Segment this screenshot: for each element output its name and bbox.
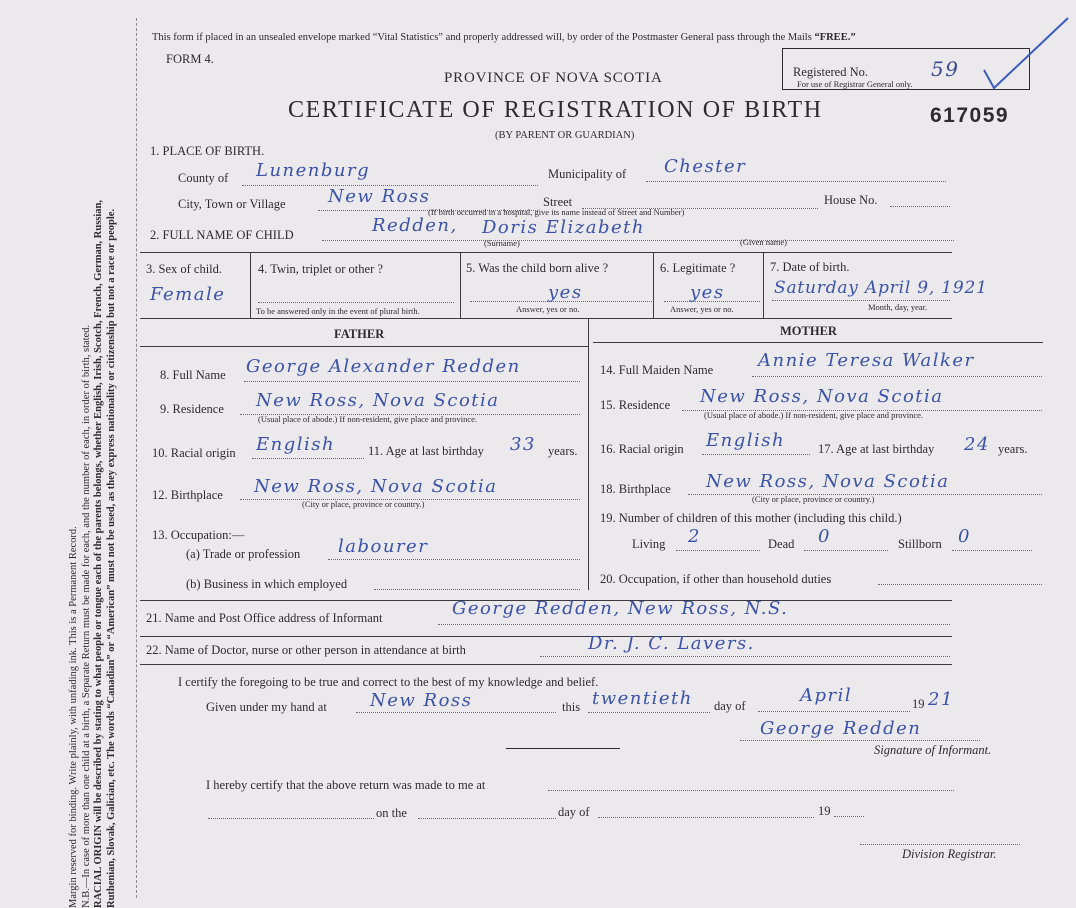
year-prefix: 19 <box>912 697 925 711</box>
division-registrar-label: Division Registrar. <box>902 847 997 861</box>
alive-note: Answer, yes or no. <box>516 304 580 314</box>
municipality-line <box>646 181 946 182</box>
registrar-day-of: day of <box>558 805 590 819</box>
registrar-signature-line <box>860 844 1020 845</box>
house-no-line <box>890 206 950 207</box>
registered-number: 59 <box>931 57 960 81</box>
certificate-title: CERTIFICATE OF REGISTRATION OF BIRTH <box>288 97 823 123</box>
mother-race-label: 16. Racial origin <box>600 442 684 456</box>
father-business-label: (b) Business in which employed <box>186 577 348 591</box>
father-age-value: 33 <box>510 434 536 455</box>
given-under-label: Given under my hand at <box>206 700 327 714</box>
surname-note: (Surname) <box>484 238 520 248</box>
registrar-on-the: on the <box>376 806 407 820</box>
date-of-birth-label: 7. Date of birth. <box>770 260 850 274</box>
signature-short-rule <box>506 748 620 749</box>
given-name-note: (Given name) <box>740 237 787 247</box>
city-label: City, Town or Village <box>178 197 286 211</box>
postal-note-free: “FREE.” <box>814 32 856 43</box>
living-label: Living <box>632 537 666 551</box>
father-name-label: 8. Full Name <box>160 368 226 382</box>
legitimate-label: 6. Legitimate ? <box>660 261 736 275</box>
margin-line-4: Ruthenian, Slovak, Galician, etc. The words “Canadian” or “American” must not be used, as they express nationality or citizenship but not a race or people. <box>105 208 117 908</box>
informant-label: 21. Name and Post Office address of Informant <box>146 611 383 625</box>
postal-note-text: This form if placed in an unsealed envelope marked “Vital Statistics” and properly addressed will, by order of the Postmaster General pass through the Mails <box>152 32 812 43</box>
living-line <box>676 550 760 551</box>
legitimate-note: Answer, yes or no. <box>670 304 734 314</box>
mother-name-label: 14. Full Maiden Name <box>600 363 714 377</box>
mother-age-value: 24 <box>964 434 990 455</box>
father-name-value: George Alexander Redden <box>246 356 521 377</box>
mother-residence-label: 15. Residence <box>600 398 671 412</box>
father-heading: FATHER <box>334 327 385 341</box>
municipality-label: Municipality of <box>548 167 627 181</box>
year-value: 21 <box>928 689 954 710</box>
mother-race-line <box>702 454 810 455</box>
registrar-day-line <box>418 818 556 819</box>
street-label: Street <box>543 195 573 209</box>
margin-line-3: RACIAL ORIGIN will be described by stating to what people or tongue each of the parents belongs, whether English, Irish, Scotch, French, German, Russian, <box>93 199 104 908</box>
father-residence-value: New Ross, Nova Scotia <box>256 390 500 411</box>
mother-race-value: English <box>706 430 786 451</box>
father-name-line <box>244 381 580 382</box>
stillborn-value: 0 <box>958 526 971 547</box>
informant-rule <box>140 636 952 637</box>
mother-name-value: Annie Teresa Walker <box>758 350 975 371</box>
doctor-value: Dr. J. C. Lavers. <box>588 633 755 654</box>
hospital-note: (If birth occurred in a hospital, give its name instead of Street and Number) <box>428 207 685 217</box>
margin-instructions <box>68 0 138 908</box>
mother-heading-rule <box>593 342 1043 343</box>
father-birthplace-note: (City or place, province or country.) <box>302 499 425 509</box>
father-birthplace-value: New Ross, Nova Scotia <box>254 476 498 497</box>
form-number: FORM 4. <box>166 52 214 66</box>
margin-divider <box>136 18 137 898</box>
father-race-label: 10. Racial origin <box>152 446 236 460</box>
living-value: 2 <box>688 526 701 547</box>
child-given-name: Doris Elizabeth <box>482 217 645 238</box>
parents-divider <box>588 318 589 590</box>
informant-value: George Redden, New Ross, N.S. <box>452 598 789 619</box>
date-of-birth-note: Month, day, year. <box>868 302 928 312</box>
father-age-label: 11. Age at last birthday <box>368 444 484 458</box>
city-value: New Ross <box>328 186 431 207</box>
given-place-line <box>356 712 556 713</box>
date-of-birth-line <box>772 300 950 301</box>
registrar-place-line-2 <box>208 818 374 819</box>
father-race-value: English <box>256 434 336 455</box>
stillborn-line <box>952 550 1032 551</box>
twin-note: To be answered only in the event of plural birth. <box>256 306 420 316</box>
mother-birthplace-note: (City or place, province or country.) <box>752 494 875 504</box>
mother-heading: MOTHER <box>780 324 837 338</box>
mother-occupation-label: 20. Occupation, if other than household duties <box>600 572 832 586</box>
twin-line <box>258 302 454 303</box>
certify-text: I certify the foregoing to be true and correct to the best of my knowledge and belief. <box>178 675 599 689</box>
father-birthplace-label: 12. Birthplace <box>152 488 223 502</box>
sex-value: Female <box>150 284 226 305</box>
county-label: County of <box>178 171 229 185</box>
doctor-rule <box>140 664 952 665</box>
mother-age-unit: years. <box>998 442 1028 456</box>
postal-note <box>152 32 856 43</box>
given-day-line <box>588 712 710 713</box>
county-value: Lunenburg <box>256 160 371 181</box>
father-occupation-label: 13. Occupation:— <box>152 528 245 542</box>
this-label: this <box>562 700 581 714</box>
father-age-unit: years. <box>548 444 578 458</box>
mother-birthplace-label: 18. Birthplace <box>600 482 671 496</box>
municipality-value: Chester <box>664 156 747 177</box>
registrar-text: I hereby certify that the above return was made to me at <box>206 778 486 792</box>
child-name-label: 2. FULL NAME OF CHILD <box>150 228 294 242</box>
certificate-number: 617059 <box>930 104 1010 127</box>
registrar-place-line <box>548 790 954 791</box>
place-of-birth-heading: 1. PLACE OF BIRTH. <box>150 144 265 158</box>
signature-line <box>740 740 980 741</box>
mother-birthplace-value: New Ross, Nova Scotia <box>706 471 950 492</box>
father-residence-note: (Usual place of abode.) If non-resident, give place and province. <box>258 414 478 424</box>
dead-value: 0 <box>818 526 831 547</box>
margin-line-2: N.B.—In case of more than one child at a birth, a Separate Return must be made for each, and the number of each, in order of birth, stated. <box>80 324 92 908</box>
registrar-month-line <box>598 817 814 818</box>
stillborn-label: Stillborn <box>898 537 942 551</box>
house-no-label: House No. <box>824 193 878 207</box>
child-surname: Redden, <box>372 215 458 236</box>
dead-label: Dead <box>768 537 795 551</box>
doctor-line <box>540 656 950 657</box>
father-business-line <box>374 589 580 590</box>
mother-occupation-line <box>878 584 1042 585</box>
father-trade-label: (a) Trade or profession <box>186 547 301 561</box>
informant-line <box>438 624 950 625</box>
grid-col-4 <box>763 252 764 318</box>
informant-signature: George Redden <box>760 718 922 739</box>
mother-residence-note: (Usual place of abode.) If non-resident, give place and province. <box>704 410 924 420</box>
grid-mid-rule <box>140 318 952 319</box>
father-heading-rule <box>140 346 588 347</box>
alive-value: yes <box>548 282 583 303</box>
registered-note: For use of Registrar General only. <box>797 79 913 89</box>
date-of-birth-value: Saturday April 9, 1921 <box>774 278 988 298</box>
twin-label: 4. Twin, triplet or other ? <box>258 262 383 276</box>
sex-label: 3. Sex of child. <box>146 262 223 276</box>
certificate-subtitle: (BY PARENT OR GUARDIAN) <box>495 130 635 141</box>
check-mark <box>976 14 1076 94</box>
mother-residence-value: New Ross, Nova Scotia <box>700 386 944 407</box>
doctor-label: 22. Name of Doctor, nurse or other person in attendance at birth <box>146 643 466 657</box>
registered-label: Registered No. <box>793 65 868 79</box>
father-race-line <box>252 458 364 459</box>
father-trade-line <box>328 559 580 560</box>
father-residence-label: 9. Residence <box>160 402 224 416</box>
given-place-value: New Ross <box>370 690 473 711</box>
given-day-value: twentieth <box>592 688 693 709</box>
mother-age-label: 17. Age at last birthday <box>818 442 935 456</box>
grid-col-3 <box>653 252 654 318</box>
given-month-value: April <box>800 685 853 706</box>
grid-top-rule <box>140 252 952 253</box>
children-count-label: 19. Number of children of this mother (including this child.) <box>600 511 902 525</box>
province-heading: PROVINCE OF NOVA SCOTIA <box>444 70 663 86</box>
signature-label: Signature of Informant. <box>874 743 992 757</box>
legitimate-value: yes <box>690 282 725 303</box>
margin-line-1: Margin reserved for binding. Write plainly, with unfading ink. This is a Permanent Record. <box>68 526 79 908</box>
dead-line <box>804 550 888 551</box>
grid-col-1 <box>250 252 251 318</box>
given-month-line <box>758 711 910 712</box>
registrar-year-line <box>834 816 864 817</box>
grid-col-2 <box>460 252 461 318</box>
alive-label: 5. Was the child born alive ? <box>466 261 609 275</box>
mother-name-line <box>752 376 1042 377</box>
father-trade-value: labourer <box>338 536 429 557</box>
registrar-year-prefix: 19 <box>818 804 831 818</box>
child-name-line <box>322 240 954 241</box>
day-of-label: day of <box>714 699 746 713</box>
